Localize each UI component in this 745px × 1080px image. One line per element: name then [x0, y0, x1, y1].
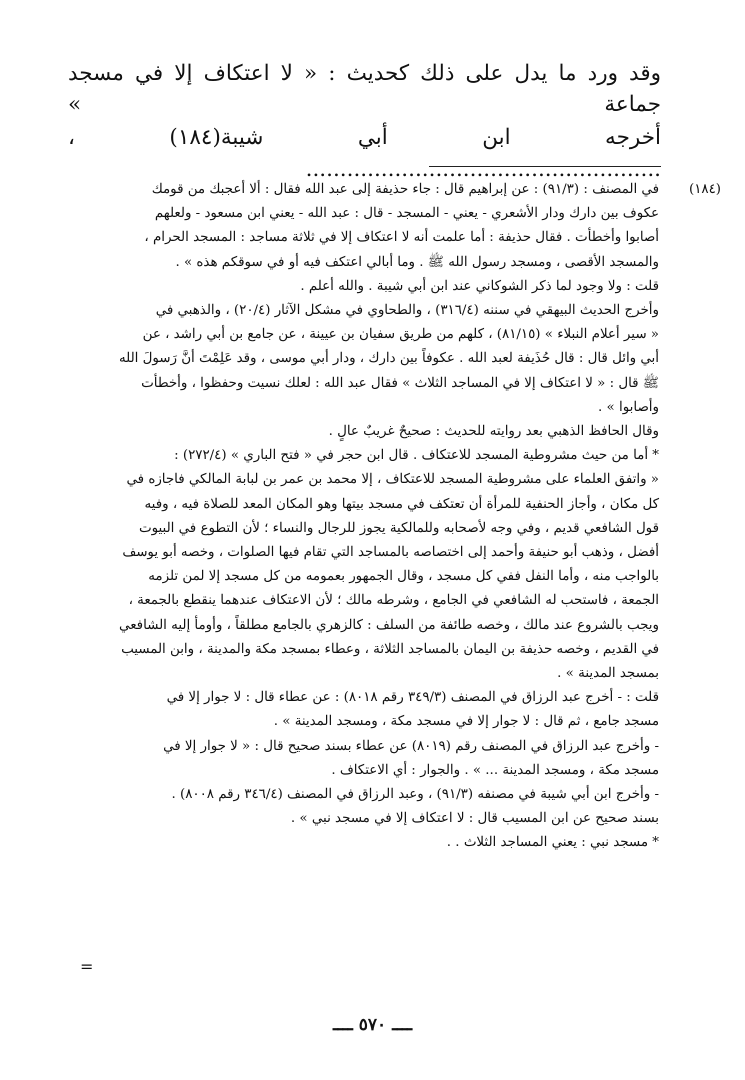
footnote-line: * مسجد نبي : يعني المساجد الثلاث . . — [446, 835, 659, 851]
footnote-number: (١٨٤) — [688, 182, 721, 197]
footnote-line: بمسجد المدينة » . — [557, 666, 659, 682]
footnote-line: كل مكان ، وأجاز الحنفية للمرأة أن تعتكف في مسجد بيتها وهو المكان المعد للصلاة فيه ، وفيه — [144, 496, 659, 512]
footnote-line: قول الشافعي قديم ، وفي وجه لأصحابه وللمالكية يجوز للرجال والنساء ؛ لأن التطوع في البيوت — [138, 520, 659, 536]
footnote-line: ويجب بالشروع عند مالك ، وخصه طائفة من السلف : كالزهري بالجامع مطلقاً ، وأومأ إليه الشافعي — [119, 617, 659, 633]
footnote-line: قلت : ولا وجود لما ذكر الشوكاني عند ابن أبي شيبة . والله أعلم . — [300, 278, 659, 294]
footnote-line: - وأخرج ابن أبي شيبة في مصنفه (٩١/٣) ، وعبد الرزاق في المصنف (٣٤٦/٤ رقم ٨٠٠٨) . — [171, 787, 659, 803]
footnote-line: ﷺ قال : « لا اعتكاف إلا في المساجد الثلاث » فقال عبد الله : لعلك نسيت وحفظوا ، وأخطأت — [141, 375, 659, 391]
footnote-line: أصابوا وأخطأت . فقال حذيفة : أما علمت أنه لا اعتكاف إلا في ثلاثة مساجد : المسجد الحرام ، — [144, 230, 659, 246]
footnote-line: عكوف بين دارك ودار الأشعري - يعني - المسجد - قال : عبد الله - يعني ابن مسعود - ولعلهم — [154, 206, 659, 222]
continuation-mark: = — [80, 957, 94, 976]
footnote-line: - وأخرج عبد الرزاق في المصنف رقم (٨٠١٩) عن عطاء بسند صحيح قال : « لا جوار إلا في — [163, 738, 659, 754]
footnote-line: والمسجد الأقصى ، ومسجد رسول الله ﷺ . وما أبالي اعتكف فيه أو في سوقكم هذه » . — [175, 254, 659, 270]
footnote-line: « واتفق العلماء على مشروطية المسجد للاعتكاف ، إلا محمد بن عمر بن لبابة المالكي فاجازه في — [126, 472, 659, 488]
footnote-line: « سير أعلام النبلاء » (٨١/١٥) ، كلهم من طريق سفيان بن عيينة ، عن جامع بن أبي راشد ، عن — [142, 327, 659, 343]
footnote-line: في المصنف : (٩١/٣) : عن إبراهيم قال : جاء حذيفة إلى عبد الله فقال : ألا أعجبك من قومك — [151, 182, 659, 197]
footnote-line: وأخرج الحديث البيهقي في سننه (٣١٦/٤) ، والطحاوي في مشكل الآثار (٢٠/٤) ، والذهبي في — [155, 303, 659, 319]
footnote-line: وقال الحافظ الذهبي بعد روايته للحديث : صحيحٌ غريبٌ عالٍ . — [328, 424, 659, 440]
footnote-line: في القديم ، وخصه حذيفة بن اليمان بالمساجد الثلاثة ، وعطاء بمسجد مكة والمدينة ، وابن المسيب — [121, 641, 659, 657]
footnote-184 — [68, 178, 721, 856]
footnote-line: أبي وائل قال : قال حُذَيفة لعبد الله . عكوفاً بين دارك ، ودار أبي موسى ، وقد عَلِمْتَ أنَّ رَسولَ الله — [118, 351, 659, 367]
footnote-line: بالواجب منه ، وأما النفل ففي كل مسجد ، وقال الجمهور بعمومه من كل مسجد إلا لمن تلزمه — [148, 569, 659, 585]
footnote-line: * أما من حيث مشروطية المسجد للاعتكاف . قال ابن حجر في « فتح الباري » (٢٧٢/٤) : — [174, 448, 659, 464]
footnote-line: أفضل ، وذهب أبو حنيفة وأحمد إلى اختصاصه بالمساجد التي تقام فيها الصلوات ، وخصه أبو يوسف — [122, 545, 659, 561]
footnote-line: قلت : - أخرج عبد الرزاق في المصنف (٣٤٩/٣ رقم ٨٠١٨) : عن عطاء قال : لا جوار إلا في — [166, 690, 659, 706]
footnote-line: مسجد جامع ، ثم قال : لا جوار إلا في مسجد مكة ، ومسجد المدينة » . — [273, 714, 659, 730]
footnote-line: مسجد مكة ، ومسجد المدينة ... » . والجوار : أي الاعتكاف . — [331, 762, 659, 778]
footnote-line: بسند صحيح عن ابن المسيب قال : لا اعتكاف إلا في مسجد نبي » . — [290, 811, 659, 827]
main-text-line: أخرجه ابن أبي شيبة(١٨٤) ، .................................................... — [68, 125, 661, 182]
main-text-line: وقد ورد ما يدل على ذلك كحديث : « لا اعتكاف إلا في مسجد جماعة » — [68, 61, 661, 118]
page-number: ــــ ٥٧٠ ــــ — [332, 1015, 413, 1035]
footnotes-block — [68, 178, 721, 856]
footnote-separator — [429, 166, 661, 167]
footnote-line: وأصابوا » . — [598, 399, 659, 415]
footnote-line: الجمعة ، فاستحب له الشافعي في الجامع ، وشرطه مالك ؛ لأن الاعتكاف عندهما ينقطع بالجمعة ، — [128, 593, 659, 609]
